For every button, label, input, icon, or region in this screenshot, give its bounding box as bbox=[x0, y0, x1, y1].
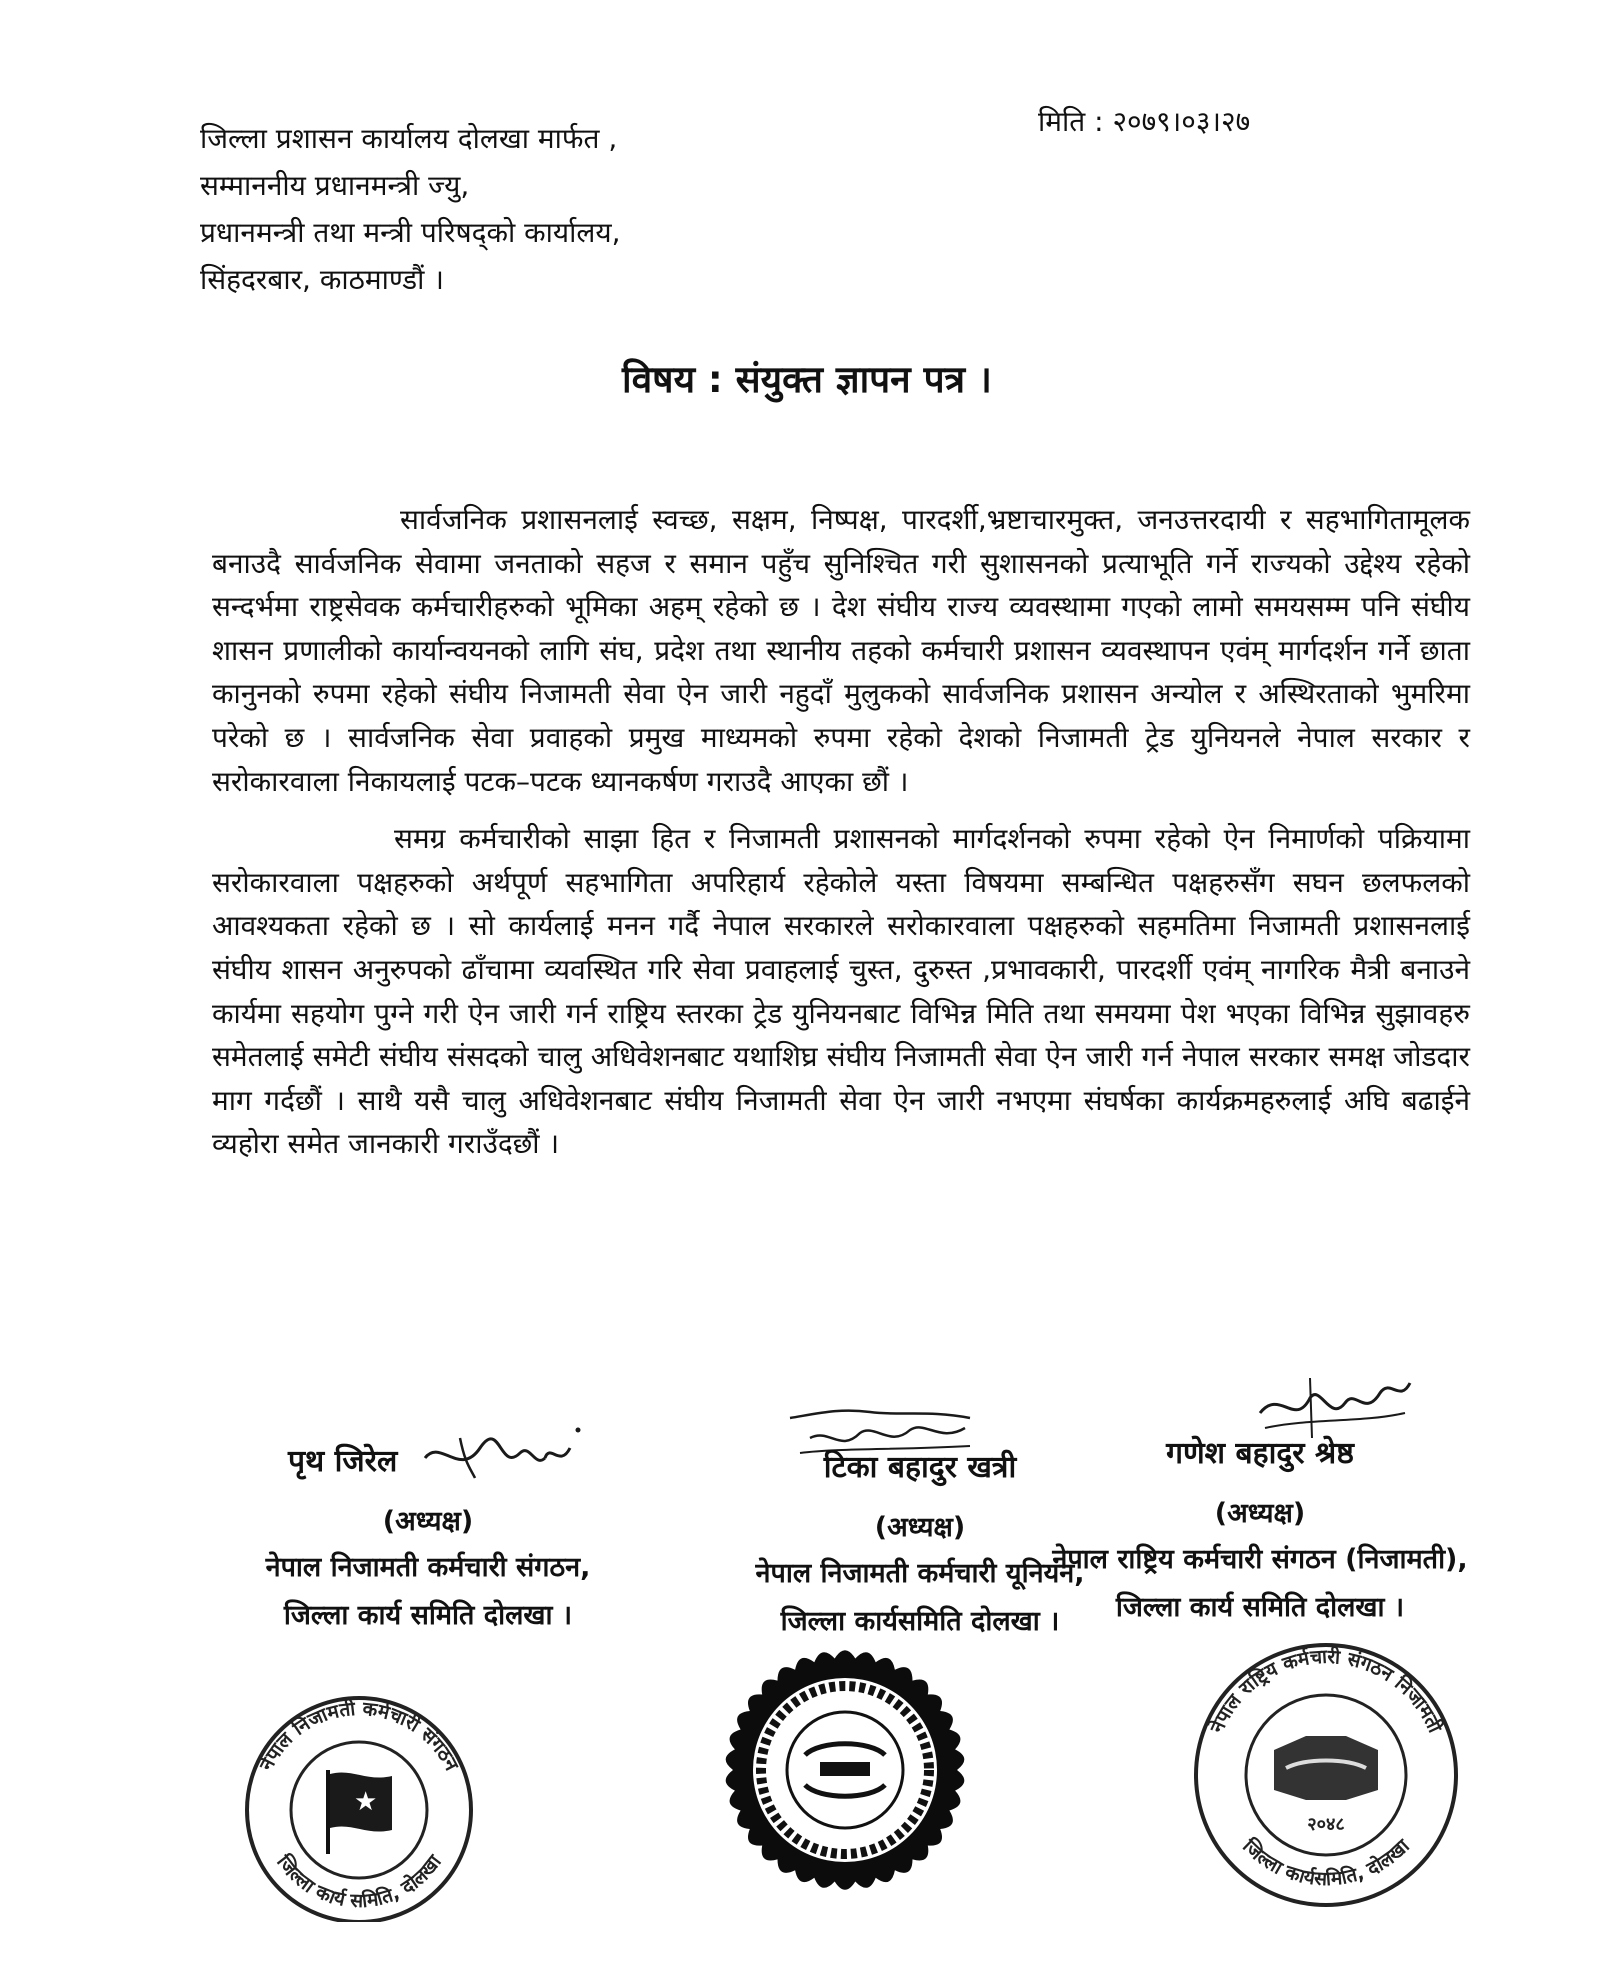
signatory-name: टिका बहादुर खत्री bbox=[823, 1450, 1017, 1485]
recipient-line: जिल्ला प्रशासन कार्यालय दोलखा मार्फत , bbox=[200, 122, 618, 155]
signatory-role: (अध्यक्ष) bbox=[1214, 1498, 1306, 1529]
recipient-line: सम्माननीय प्रधानमन्त्री ज्यु, bbox=[200, 169, 470, 202]
signatory-role: (अध्यक्ष) bbox=[382, 1506, 474, 1537]
signatory-org-district: जिल्ला कार्यसमिति दोलखा । bbox=[780, 1606, 1060, 1637]
seal-stamp-2 bbox=[710, 1640, 980, 1900]
body-paragraph: सार्वजनिक प्रशासनलाई स्वच्छ, सक्षम, निष्पक्ष, पारदर्शी,भ्रष्टाचारमुक्त, जनउत्तरदायी र सहभागितामूलक बनाउदै सार्वजनिक सेवामा जनताको सहज र समान पहुँच सुनिश्चित गरी सुशासनको प्रत्याभूति गर्ने राज्यको उद्देश्य रहेको सन्दर्भमा राष्ट्रसेवक कर्मचारीहरुको भूमिका अहम् रहेको छ । देश संघीय राज्य व्यवस्थामा गएको लामो समयसम्म पनि संघीय शासन प्रणालीको कार्यान्वयनको लागि संघ, प्रदेश तथा स्थानीय तहको कर्मचारी प्रशासन व्यवस्थापन एवंम् मार्गदर्शन गर्ने छाता कानुनको रुपमा रहेको संघीय निजामती सेवा ऐन जारी नहुदाँ मुलुकको सार्वजनिक प्रशासन अन्योल र अस्थिरताको भुमरिमा परेको छ । सार्वजनिक सेवा प्रवाहको प्रमुख माध्यमको रुपमा रहेको देशको निजामती ट्रेड युनियनले नेपाल सरकार र सरोकारवाला निकायलाई पटक–पटक ध्यानकर्षण गराउदै आएका छौं । bbox=[212, 503, 1470, 798]
signatory-name: गणेश बहादुर श्रेष्ठ bbox=[1166, 1436, 1354, 1471]
seal-1-top-text: नेपाल निजामती कर्मचारी संगठन bbox=[255, 1697, 463, 1775]
signatory-name: पृथ जिरेल bbox=[288, 1444, 398, 1479]
seal-stamp-3 bbox=[1186, 1640, 1466, 1910]
signatory-org-district: जिल्ला कार्य समिति दोलखा । bbox=[283, 1600, 573, 1631]
letter-date: मिति : २०७९।०३।२७ bbox=[1038, 105, 1251, 138]
recipient-line: प्रधानमन्त्री तथा मन्त्री परिषद्को कार्यालय, bbox=[200, 216, 621, 249]
seal-1-bottom-text: जिल्ला कार्य समिति, दोलखा bbox=[272, 1851, 446, 1913]
recipient-address bbox=[200, 115, 621, 303]
signatory-org: नेपाल निजामती कर्मचारी यूनियन, bbox=[755, 1558, 1085, 1589]
handshake-icon bbox=[1274, 1736, 1378, 1800]
letter-subject: विषय : संयुक्त ज्ञापन पत्र । bbox=[622, 358, 992, 401]
seal-3-bottom-text: जिल्ला कार्यसमिति, दोलखा bbox=[1238, 1835, 1414, 1891]
seal-3-year: २०४८ bbox=[1307, 1814, 1345, 1835]
svg-text:जिल्ला कार्यसमिति, दोलखा bbox=[1238, 1834, 1415, 1891]
signatory-org-district: जिल्ला कार्य समिति दोलखा । bbox=[1115, 1592, 1405, 1623]
recipient-line: सिंहदरबार, काठमाण्डौं । bbox=[200, 263, 444, 296]
flag-icon bbox=[328, 1770, 392, 1854]
seal-stamp-1 bbox=[232, 1692, 486, 1922]
letter-body bbox=[212, 498, 1470, 1166]
signatory-org: नेपाल राष्ट्रिय कर्मचारी संगठन (निजामती), bbox=[1052, 1544, 1468, 1575]
svg-text:★: ★ bbox=[354, 1787, 378, 1817]
signatory-3 bbox=[1040, 1432, 1480, 1630]
svg-text:नेपाल निजामती कर्मचारी संगठन bbox=[254, 1697, 463, 1776]
signatory-role: (अध्यक्ष) bbox=[874, 1512, 966, 1543]
svg-text:नेपाल राष्ट्रिय कर्मचारी संगठन bbox=[1205, 1645, 1447, 1737]
seal-3-top-text: नेपाल राष्ट्रिय कर्मचारी संगठन निजामती bbox=[1206, 1645, 1446, 1737]
signatory-org: नेपाल निजामती कर्मचारी संगठन, bbox=[265, 1552, 591, 1583]
body-paragraph: समग्र कर्मचारीको साझा हित र निजामती प्रशासनको मार्गदर्शनको रुपमा रहेको ऐन निमार्णको पक्रियामा सरोकारवाला पक्षहरुको अर्थपूर्ण सहभागिता अपरिहार्य रहेकोले यस्ता विषयमा सम्बन्धित पक्षहरुसँग सघन छलफलको आवश्यकता रहेको छ । सो कार्यलाई मनन गर्दै नेपाल सरकारले सरोकारवाला पक्षहरुको सहमतिमा निजामती प्रशासनलाई संघीय शासन अनुरुपको ढाँचामा व्यवस्थित गरि सेवा प्रवाहलाई चुस्त, दुरुस्त ,प्रभावकारी, पारदर्शी एवंम् नागरिक मैत्री बनाउने कार्यमा सहयोग पुग्ने गरी ऐन जारी गर्न राष्ट्रिय स्तरका ट्रेड युनियनबाट विभिन्न मिति तथा समयमा पेश भएका विभिन्न सुझावहरु समेतलाई समेटी संघीय संसदको चालु अधिवेशनबाट यथाशिघ्र संघीय निजामती सेवा ऐन जारी गर्न नेपाल सरकार समक्ष जोडदार माग गर्दछौं । साथै यसै चालु अधिवेशनबाट संघीय निजामती सेवा ऐन जारी नभएमा संघर्षका कार्यक्रमहरुलाई अघि बढाईने व्यहोरा समेत जानकारी गराउँदछौं । bbox=[212, 822, 1470, 1161]
signatory-1 bbox=[168, 1440, 688, 1638]
